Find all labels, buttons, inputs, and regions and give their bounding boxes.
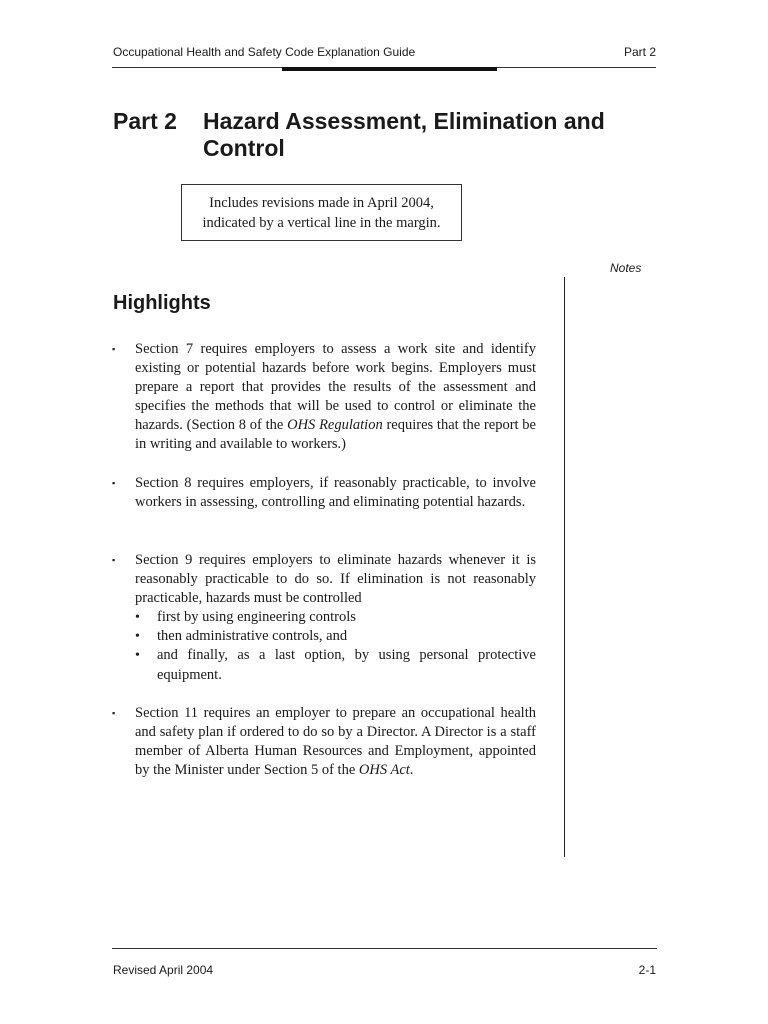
square-bullet-icon: ▪ (112, 478, 116, 488)
page-number: 2-1 (638, 963, 656, 977)
square-bullet-icon: ▪ (112, 555, 116, 565)
round-bullet-icon: • (135, 629, 140, 645)
notes-margin-line (564, 277, 565, 857)
sub-list-item (135, 627, 536, 646)
highlight-text: Section 9 requires employers to eliminate hazards whenever it is reasonably practicable to do so. If elimination is not reasonably practicable, hazards must be controlled (135, 552, 536, 607)
highlight-text: Section 11 requires an employer to prepare an occupational health and safety plan if ordered to do so by a Director. A Director is a staff member of Alberta Human Resources and Employment, appointed by the Minister under Section 5 of the OHS Act. (135, 705, 536, 779)
sub-list-item (135, 608, 536, 627)
highlight-item (112, 340, 536, 455)
sub-list-text: first by using engineering controls (157, 609, 356, 626)
sub-list-text: then administrative controls, and (157, 628, 348, 645)
round-bullet-icon: • (135, 648, 140, 664)
highlight-item (112, 551, 536, 685)
round-bullet-icon: • (135, 610, 140, 626)
revision-notice-line-1: Includes revisions made in April 2004, (209, 195, 434, 211)
highlight-text: Section 7 requires employers to assess a work site and identify existing or potential hazards before work begins. Employers must prepare a report that provides the results of the assessment and specifies the methods that will be used to control or eliminate the hazards. (Section 8 of the OHS Regulation requires that the report be in writing and available to workers.) (135, 341, 536, 453)
part-number: Part 2 (113, 108, 177, 134)
running-header-part: Part 2 (623, 45, 656, 59)
notes-label: Notes (610, 261, 642, 275)
sub-list-item (135, 646, 536, 684)
footer-revised-date: Revised April 2004 (113, 963, 214, 977)
page-title: Hazard Assessment, Elimination and Control (203, 108, 605, 161)
highlight-item (112, 474, 536, 512)
italic-reference: OHS Regulation (287, 417, 383, 434)
square-bullet-icon: ▪ (112, 708, 116, 718)
section-heading-highlights: Highlights (113, 292, 211, 314)
square-bullet-icon: ▪ (112, 344, 116, 354)
footer-rule (112, 948, 657, 949)
italic-reference: OHS Act (358, 762, 410, 779)
revision-notice-box (181, 184, 462, 241)
header-accent-bar (282, 67, 497, 71)
running-header-title: Occupational Health and Safety Code Explanation Guide (113, 45, 416, 59)
highlight-item (112, 704, 536, 780)
sub-list-text: and finally, as a last option, by using personal protective equipment. (157, 647, 536, 683)
revision-notice-line-2: indicated by a vertical line in the margin. (202, 215, 441, 231)
highlight-text: Section 8 requires employers, if reasonably practicable, to involve workers in assessing, controlling and eliminating potential hazards. (135, 475, 536, 511)
